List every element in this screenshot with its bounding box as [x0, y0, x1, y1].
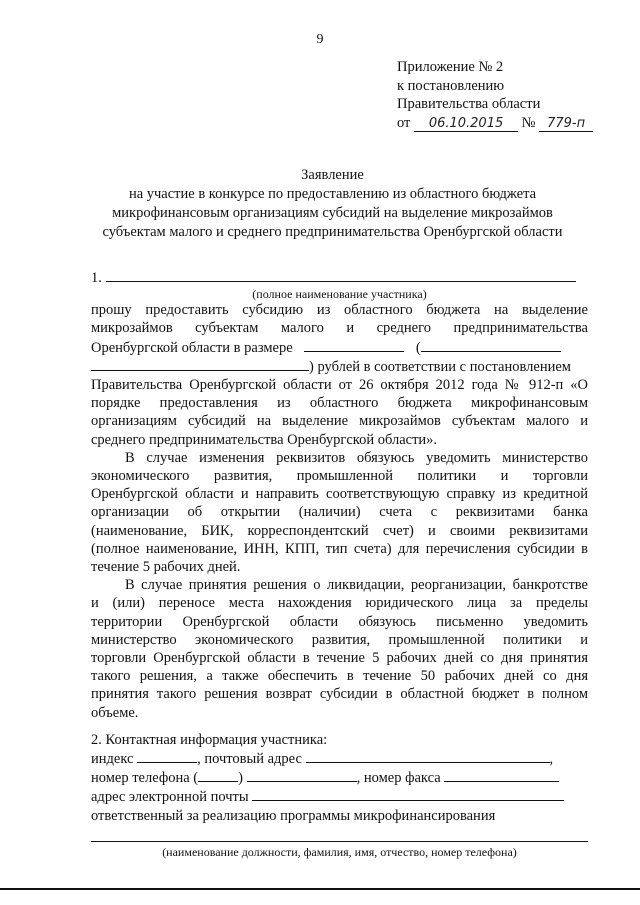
- fax-label: , номер факса: [356, 770, 441, 787]
- section-1-line-2: микрозаймов субъектам малого и среднего предпринимательства: [91, 320, 588, 337]
- email-field[interactable]: [252, 787, 564, 801]
- paragraph-3-line-6: такого решения, а также обеспечить в течение 50 рабочих дней со дня: [91, 668, 588, 685]
- postal-address-field[interactable]: [306, 749, 550, 763]
- appendix-date-line: [397, 114, 633, 133]
- appendix-line-2: к постановлению: [397, 77, 505, 94]
- amount-label: Оренбургской области в размере: [91, 339, 293, 356]
- handwritten-number: 779-п: [539, 117, 593, 132]
- paragraph-2-line-7: течение 5 рабочих дней.: [91, 559, 241, 576]
- handwritten-date: 06.10.2015: [414, 117, 518, 132]
- paragraph-3-line-1: В случае принятия решения о ликвидации, реорганизации, банкротстве: [125, 577, 588, 594]
- email-line: [91, 787, 588, 806]
- phone-label: номер телефона (: [91, 770, 199, 787]
- document-body: [91, 268, 588, 859]
- from-prefix: от: [397, 114, 411, 131]
- title-line-4: субъектам малого и среднего предпринимательства Оренбургской области: [102, 224, 563, 240]
- amount-suffix: ) рублей в соответствии с постановлением: [309, 358, 571, 375]
- responsible-label: ответственный за реализацию программы микрофинансирования: [91, 807, 496, 824]
- amount-paren-open: (: [415, 339, 421, 356]
- phone-number-field[interactable]: [247, 768, 357, 782]
- amount-numeric-field[interactable]: [304, 338, 404, 352]
- amount-words-field-end[interactable]: [91, 357, 309, 371]
- paragraph-3-line-3: территории Оренбургской области обязуюсь письменно уведомить: [91, 613, 588, 630]
- document-title: [70, 166, 595, 242]
- section-1-line-8: среднего предпринимательства Оренбургской области».: [91, 431, 438, 448]
- phone-fax-line: [91, 768, 588, 787]
- participant-name-field[interactable]: [106, 268, 576, 282]
- address-line: [91, 749, 588, 768]
- participant-name-caption: (полное наименование участника): [252, 287, 427, 302]
- postal-address-label: , почтовый адрес: [197, 751, 302, 768]
- title-line-3: микрофинансовым организациям субсидий на выделение микрозаймов: [112, 205, 553, 221]
- paragraph-2-line-3: Оренбургской области и направить соответствующую справку из кредитной: [91, 486, 588, 503]
- paragraph-2-line-4: организации об открытии (наличии) счета с реквизитами банка: [91, 504, 588, 521]
- section-1-line-1: прошу предоставить субсидию из областного бюджета на выделение: [91, 302, 588, 319]
- paragraph-2-line-1: В случае изменения реквизитов обязуюсь уведомить министерство: [125, 449, 588, 466]
- fax-field[interactable]: [444, 768, 559, 782]
- phone-code-close: ): [238, 770, 243, 787]
- section-1-line-4: [91, 357, 588, 376]
- number-prefix: №: [521, 114, 536, 131]
- responsible-person-field[interactable]: [91, 825, 588, 842]
- index-label: индекс: [91, 751, 134, 768]
- paragraph-2-line-5: (наименование, БИК, корреспондентский счет) и своими реквизитами: [91, 522, 588, 539]
- title-line-1: Заявление: [301, 167, 364, 183]
- index-field[interactable]: [137, 749, 197, 763]
- section-1-line-7: организациям субсидий на выделение микрозаймов субъектам малого и: [91, 413, 588, 430]
- paragraph-2-line-2: экономического развития, промышленной политики и торговли: [91, 468, 588, 485]
- section-2-heading: 2. Контактная информация участника:: [91, 731, 328, 748]
- email-label: адрес электронной почты: [91, 789, 249, 806]
- bottom-edge-rule: [0, 888, 640, 890]
- paragraph-3-line-7: принятия такого решения возврат субсидии в областной бюджет в полном: [91, 686, 588, 703]
- appendix-block: [397, 58, 633, 132]
- amount-words-field-start[interactable]: [421, 338, 561, 352]
- section-1-line-3: [91, 338, 588, 357]
- page-number: 9: [316, 32, 324, 47]
- appendix-line-3: Правительства области: [397, 96, 541, 112]
- paragraph-3-line-8: объеме.: [91, 704, 139, 721]
- paragraph-3-line-4: министерство экономического развития, промышленной политики и: [91, 631, 588, 648]
- appendix-line-1: Приложение № 2: [397, 59, 504, 75]
- title-line-2: на участие в конкурсе по предоставлению из областного бюджета: [128, 186, 537, 202]
- postal-address-comma: ,: [549, 751, 554, 768]
- paragraph-3-line-5: торговли Оренбургской области в течение 5 рабочих дней со дня принятия: [91, 650, 588, 667]
- paragraph-2-line-6: (полное наименование, ИНН, КПП, тип счета) для перечисления субсидии в: [91, 540, 588, 557]
- paragraph-3-line-2: и (или) переносе места нахождения юридического лица за пределы: [91, 595, 588, 612]
- responsible-caption: (наименование должности, фамилия, имя, отчество, номер телефона): [162, 844, 517, 859]
- section-1-number: 1.: [91, 270, 102, 286]
- section-1-line-6: порядке предоставления из областного бюджета микрофинансовым: [91, 395, 588, 412]
- section-1-line-5: Правительства Оренбургской области от 26 октября 2012 года № 912-п «О: [91, 377, 588, 394]
- phone-code-field[interactable]: [198, 768, 238, 782]
- participant-name-line: [91, 268, 588, 287]
